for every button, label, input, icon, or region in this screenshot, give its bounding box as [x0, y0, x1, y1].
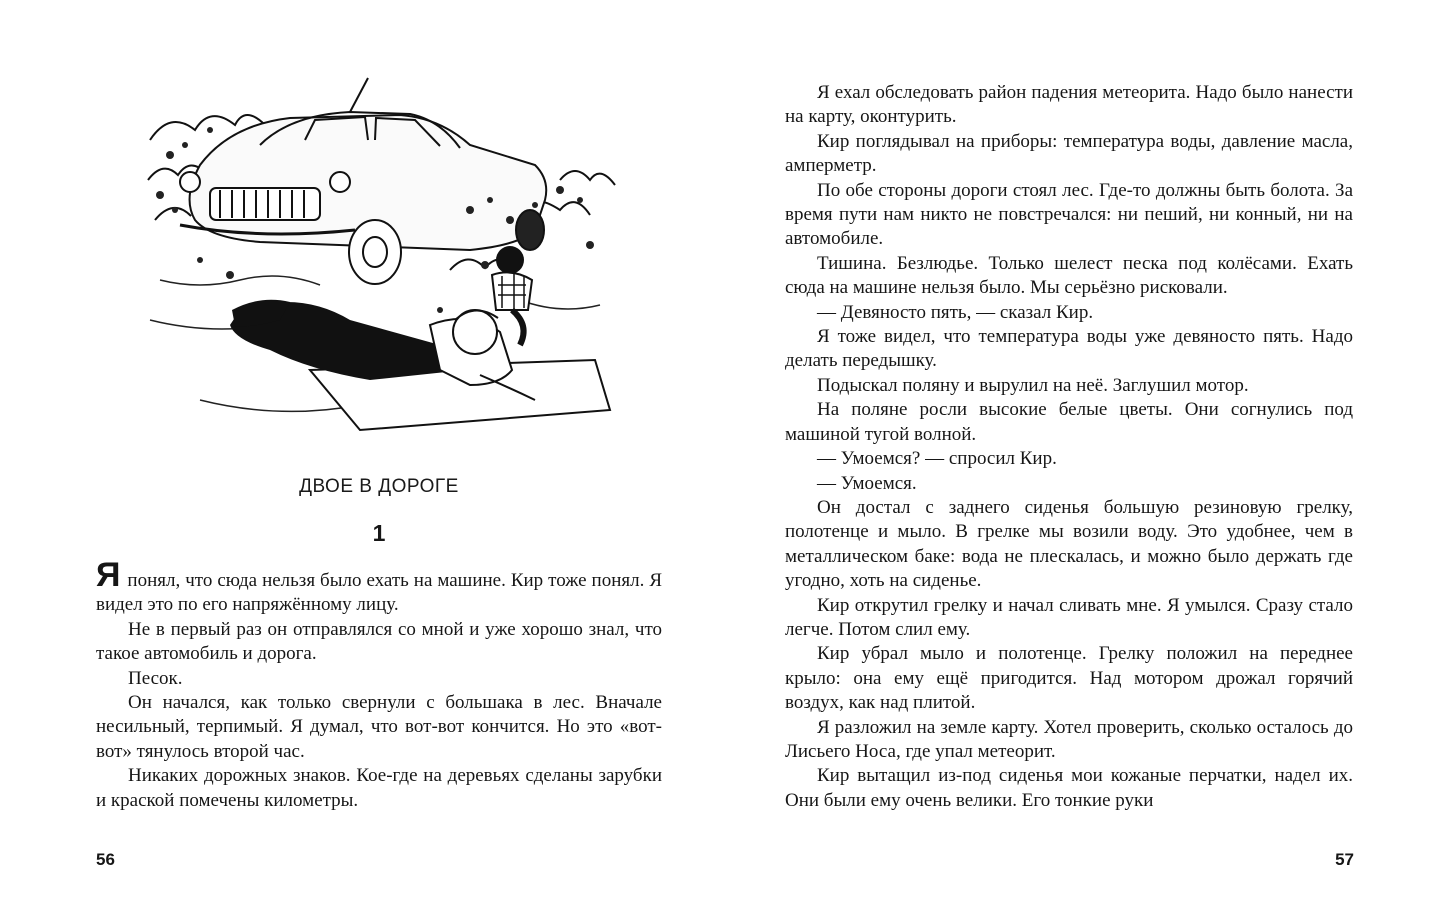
paragraph: Тишина. Безлюдье. Только шелест песка под колёсами. Ехать сюда на машине нельзя было. Мы серьёзно рисковали.	[785, 252, 1353, 299]
paragraph: По обе стороны дороги стоял лес. Где-то должны быть болота. За время пути нам никто не повстречался: ни пеший, ни конный, ни на автомобиле.	[785, 179, 1353, 250]
paragraph: Кир вытащил из-под сиденья мои кожаные перчатки, надел их. Они были ему очень велики. Его тонкие руки	[785, 765, 1353, 811]
chapter-number: 1	[372, 520, 386, 546]
right-page-text	[785, 81, 1353, 813]
paragraph: Не в первый раз он отправлялся со мной и уже хорошо знал, что такое автомобиль и дорога.	[96, 618, 662, 665]
paragraph: Он начался, как только свернули с большака в лес. Вначале несильный, терпимый. Я думал, что вот-вот кончится. Но это «вот-вот» тянулось второй час.	[96, 692, 662, 762]
page-number-right: 57	[1335, 850, 1354, 869]
car-illustration	[140, 70, 620, 450]
paragraph: Подыскал поляну и вырулил на неё. Заглушил мотор.	[817, 374, 1249, 396]
paragraph: Я понял, что сюда нельзя было ехать на машине. Кир тоже понял. Я видел это по его напряжённому лицу.	[96, 556, 662, 616]
page-number-left: 56	[96, 850, 115, 869]
left-page-text	[96, 556, 662, 813]
paragraph: Песок.	[128, 667, 183, 689]
paragraph: Я разложил на земле карту. Хотел проверить, сколько осталось до Лисьего Носа, где упал метеорит.	[785, 716, 1353, 762]
paragraph: — Умоемся? — спросил Кир.	[817, 448, 1057, 470]
paragraph: Кир убрал мыло и полотенце. Грелку положил на переднее крыло: она ему ещё пригодится. Над мотором дрожал горячий воздух, как над плитой.	[785, 643, 1353, 714]
chapter-title: ДВОЕ В ДОРОГЕ	[299, 476, 459, 497]
paragraph: Кир поглядывал на приборы: температура воды, давление масла, амперметр.	[785, 130, 1353, 177]
left-page	[0, 0, 722, 908]
paragraph: — Умоемся.	[817, 472, 917, 494]
paragraph: На поляне росли высокие белые цветы. Они согнулись под машиной тугой волной.	[785, 399, 1353, 445]
paragraph: Никаких дорожных знаков. Кое-где на деревьях сделаны зарубки и краской помечены километры.	[96, 765, 662, 811]
right-page	[722, 0, 1445, 908]
paragraph: Кир открутил грелку и начал сливать мне. Я умылся. Сразу стало легче. Потом слил ему.	[785, 594, 1353, 640]
paragraph: Я ехал обследовать район падения метеорита. Надо было нанести на карту, оконтурить.	[785, 82, 1353, 128]
paragraph: Я тоже видел, что температура воды уже девяносто пять. Надо делать передышку.	[785, 326, 1353, 372]
paragraph: Он достал с заднего сиденья большую резиновую грелку, полотенце и мыло. В грелке мы возили воду. Это удобнее, чем в металлическом баке: вода не плескалась, и можно было держать где угодно, хоть на сиденье.	[785, 496, 1353, 592]
paragraph: — Девяносто пять, — сказал Кир.	[817, 301, 1094, 323]
dropcap: Я	[96, 556, 121, 594]
